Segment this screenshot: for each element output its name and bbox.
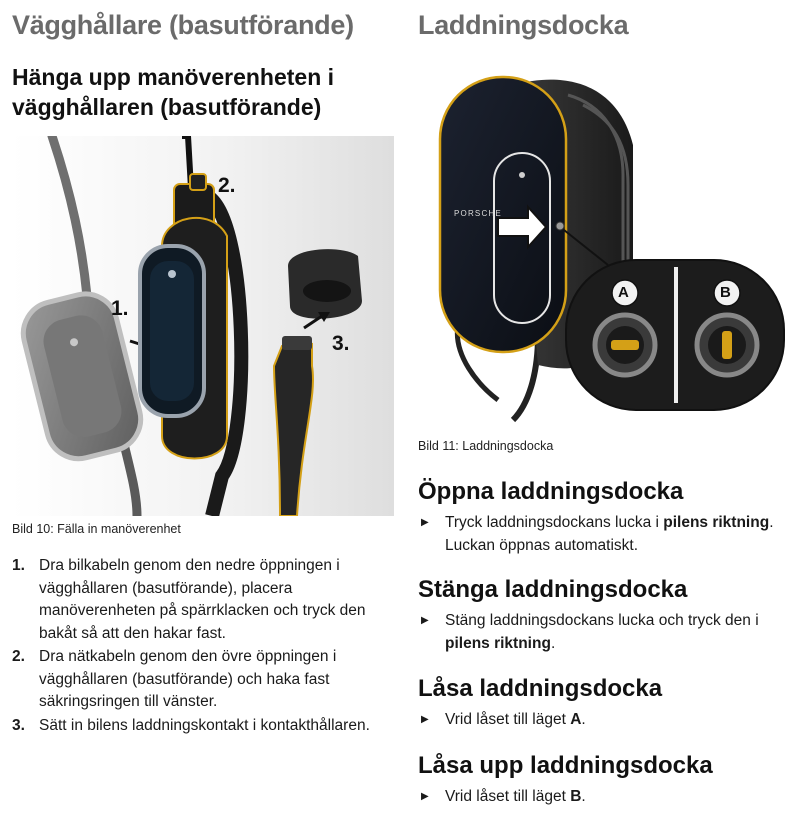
unlock-dock-instruction (418, 786, 798, 809)
close-dock-instruction (418, 610, 798, 655)
unlock-dock-heading: Låsa upp laddningsdocka (418, 752, 713, 779)
step-text: Dra bilkabeln genom den nedre öppningen i vägghållaren (basutförande), placera manöverenheten på spärrklacken och tryck den bakåt så att den hakar fast. (39, 557, 366, 642)
figure-11-caption: Bild 11: Laddningsdocka (418, 439, 554, 453)
instruction-emphasis: pilens riktning (445, 634, 551, 652)
figure-11-charging-dock-illustration (418, 55, 790, 425)
figure-10-caption: Bild 10: Fälla in manöverenhet (12, 522, 181, 536)
figure-10-control-unit-illustration (12, 136, 394, 516)
step-number: 3. (12, 716, 25, 734)
instruction-text-end: . (550, 634, 556, 652)
subheading-hang-control-unit: Hänga upp manöverenheten i vägghållaren (basutförande) (12, 64, 335, 120)
step-item (12, 555, 397, 645)
figure-label-2: 2. (218, 174, 236, 197)
instruction-text: Vrid låset till läget (445, 711, 571, 728)
bullet-triangle-icon: ▶ (421, 714, 429, 725)
open-dock-instruction (418, 512, 798, 557)
unlock-dock-section (418, 752, 798, 809)
charging-dock-illustration (418, 55, 790, 425)
lock-label-a: A (618, 284, 629, 301)
open-dock-section (418, 478, 798, 557)
figure-label-3: 3. (332, 332, 350, 355)
bullet-triangle-icon: ▶ (421, 791, 429, 802)
step-text: Dra nätkabeln genom den övre öppningen i vägghållaren (basutförande) och haka fast säkringsringen till vänster. (39, 648, 337, 710)
figure-label-1: 1. (111, 297, 129, 320)
section-title-wall-holder: Vägghållare (basutförande) (12, 10, 354, 40)
bullet-triangle-icon: ▶ (421, 615, 429, 626)
instruction-emphasis: A (570, 711, 582, 728)
instruction-text: Stäng laddningsdockans lucka och tryck den i (445, 612, 759, 629)
instruction-steps (12, 555, 397, 738)
step-item (12, 646, 397, 714)
bullet-triangle-icon: ▶ (421, 517, 429, 528)
step-number: 1. (12, 557, 25, 574)
open-dock-heading: Öppna laddningsdocka (418, 478, 684, 505)
section-title-charging-dock: Laddningsdocka (418, 10, 629, 40)
instruction-text-end: . (581, 788, 586, 805)
close-dock-section (418, 576, 798, 655)
instruction-emphasis: pilens riktning (663, 514, 770, 531)
step-item (12, 715, 397, 738)
instruction-text: Tryck laddningsdockans lucka i (445, 514, 664, 531)
instruction-text-end: . (581, 711, 586, 728)
step-text: Sätt in bilens laddningskontakt i kontakthållaren. (39, 716, 370, 734)
porsche-logo-text: PORSCHE (454, 209, 502, 218)
instruction-text-end: . Luckan öppnas automatiskt. (445, 514, 774, 554)
lock-dock-section (418, 675, 798, 732)
step-number: 2. (12, 648, 25, 665)
lock-label-b: B (720, 284, 731, 301)
instruction-text: Vrid låset till läget (445, 788, 571, 805)
lock-dock-instruction (418, 709, 798, 732)
lock-dock-heading: Låsa laddningsdocka (418, 675, 663, 702)
control-unit-illustration (12, 136, 394, 516)
instruction-emphasis: B (570, 788, 582, 805)
close-dock-heading: Stänga laddningsdocka (418, 576, 688, 603)
